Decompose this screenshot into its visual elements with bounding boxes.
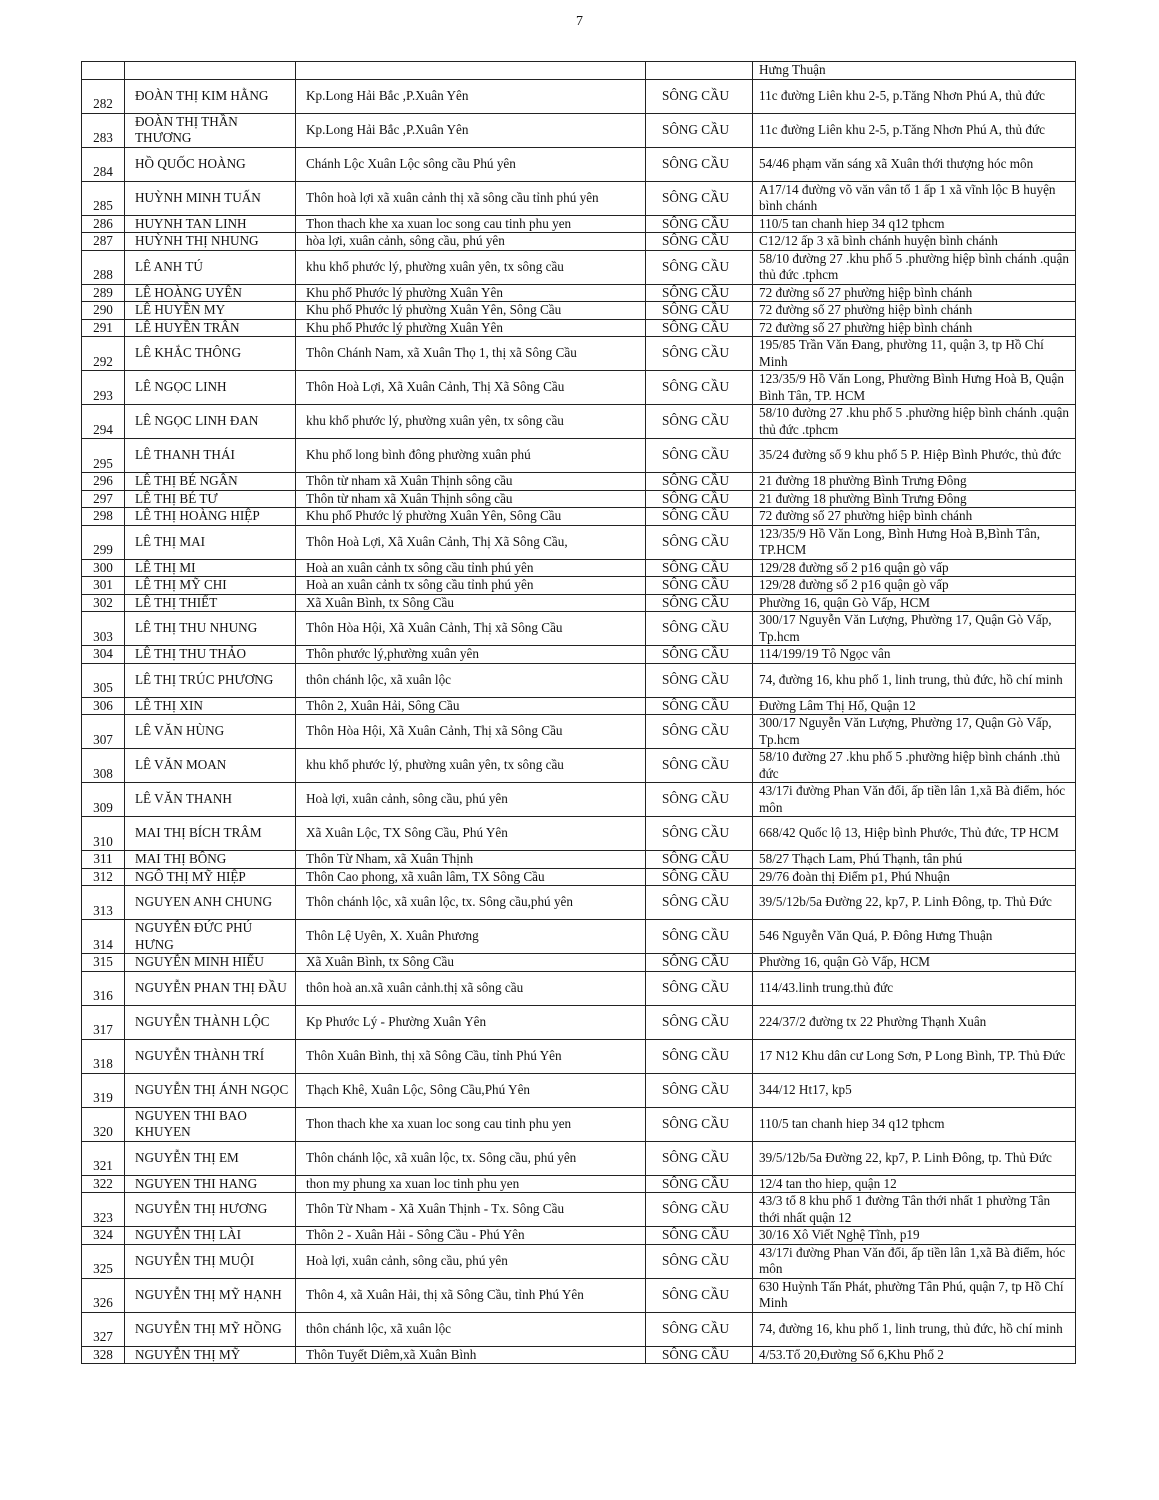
row-number: 312 <box>82 868 125 886</box>
town: SÔNG CẦU <box>646 1193 753 1227</box>
current-address: 43/17i đường Phan Văn đối, ấp tiền lân 1,xã Bà điểm, hóc môn <box>753 783 1076 817</box>
row-number: 316 <box>82 971 125 1005</box>
full-name: ĐOÀN THỊ KIM HẰNG <box>125 79 296 113</box>
hometown-address: hòa lợi, xuân cảnh, sông cầu, phú yên <box>296 233 646 251</box>
row-number: 327 <box>82 1312 125 1346</box>
page-number: 7 <box>576 14 583 29</box>
table-row <box>82 62 1076 80</box>
table-row <box>82 851 1076 869</box>
hometown-address: Thôn Hoà Lợi, Xã Xuân Cảnh, Thị Xã Sông Cầu <box>296 371 646 405</box>
hometown-address: Hoà an xuân cảnh tx sông cầu tỉnh phú yên <box>296 577 646 595</box>
table-row <box>82 559 1076 577</box>
current-address: 224/37/2 đường tx 22 Phường Thạnh Xuân <box>753 1005 1076 1039</box>
hometown-address: Thôn 2 - Xuân Hải - Sông Cầu - Phú Yên <box>296 1227 646 1245</box>
full-name: NGUYỄN THÀNH LỘC <box>125 1005 296 1039</box>
row-number: 326 <box>82 1278 125 1312</box>
row-number: 296 <box>82 473 125 491</box>
hometown-address: thôn chánh lộc, xã xuân lộc <box>296 1312 646 1346</box>
hometown-address: Thôn 4, xã Xuân Hải, thị xã Sông Cầu, tỉnh Phú Yên <box>296 1278 646 1312</box>
full-name: LÊ THANH THÁI <box>125 439 296 473</box>
table-row <box>82 697 1076 715</box>
full-name: LÊ THỊ BÉ NGÂN <box>125 473 296 491</box>
table-row <box>82 1141 1076 1175</box>
full-name: HUỲNH THỊ NHUNG <box>125 233 296 251</box>
row-number: 292 <box>82 337 125 371</box>
hometown-address: Thôn Xuân Bình, thị xã Sông Cầu, tỉnh Phú Yên <box>296 1039 646 1073</box>
current-address: C12/12 ấp 3 xã bình chánh huyện bình chánh <box>753 233 1076 251</box>
town: SÔNG CẦU <box>646 508 753 526</box>
table-row <box>82 646 1076 664</box>
row-number: 313 <box>82 886 125 920</box>
row-number: 305 <box>82 663 125 697</box>
town: SÔNG CẦU <box>646 1244 753 1278</box>
row-number: 288 <box>82 250 125 284</box>
town: SÔNG CẦU <box>646 868 753 886</box>
hometown-address: Thôn 2, Xuân Hải, Sông Cầu <box>296 697 646 715</box>
hometown-address: Xã Xuân Bình, tx Sông Cầu <box>296 594 646 612</box>
row-number: 317 <box>82 1005 125 1039</box>
hometown-address: Thôn Từ Nham, xã Xuân Thịnh <box>296 851 646 869</box>
hometown-address: Thôn Cao phong, xã xuân lâm, TX Sông Cầu <box>296 868 646 886</box>
hometown-address: Khu phố long bình đông phường xuân phú <box>296 439 646 473</box>
hometown-address: Khu phố Phước lý phường Xuân Yên, Sông Cầu <box>296 302 646 320</box>
full-name: HUỲNH MINH TUẤN <box>125 181 296 215</box>
full-name: NGUYỄN ĐỨC PHÚ HƯNG <box>125 920 296 954</box>
hometown-address: Thôn Hoà Lợi, Xã Xuân Cảnh, Thị Xã Sông Cầu, <box>296 525 646 559</box>
table-row <box>82 284 1076 302</box>
table-row <box>82 490 1076 508</box>
full-name: LÊ NGỌC LINH <box>125 371 296 405</box>
town: SÔNG CẦU <box>646 851 753 869</box>
hometown-address: Kp.Long Hải Bắc ,P.Xuân Yên <box>296 113 646 147</box>
table-row <box>82 147 1076 181</box>
row-number: 294 <box>82 405 125 439</box>
current-address: 12/4 tan tho hiep, quận 12 <box>753 1175 1076 1193</box>
hometown-address: Thôn từ nham xã Xuân Thịnh sông cầu <box>296 473 646 491</box>
table-row <box>82 612 1076 646</box>
full-name: LÊ THỊ MI <box>125 559 296 577</box>
table-row <box>82 508 1076 526</box>
town: SÔNG CẦU <box>646 749 753 783</box>
row-number: 308 <box>82 749 125 783</box>
full-name: LÊ VĂN HÙNG <box>125 715 296 749</box>
hometown-address: thon my phung xa xuan loc tinh phu yen <box>296 1175 646 1193</box>
town: SÔNG CẦU <box>646 233 753 251</box>
full-name: LÊ THỊ TRÚC PHƯƠNG <box>125 663 296 697</box>
town: SÔNG CẦU <box>646 697 753 715</box>
current-address: 30/16 Xô Viết Nghệ Tĩnh, p19 <box>753 1227 1076 1245</box>
full-name: LÊ NGỌC LINH ĐAN <box>125 405 296 439</box>
table-row <box>82 1073 1076 1107</box>
row-number: 322 <box>82 1175 125 1193</box>
town: SÔNG CẦU <box>646 405 753 439</box>
town: SÔNG CẦU <box>646 302 753 320</box>
full-name: NGUYỄN THỊ ÁNH NGỌC <box>125 1073 296 1107</box>
full-name: NGUYEN THI HANG <box>125 1175 296 1193</box>
table-row <box>82 113 1076 147</box>
row-number: 307 <box>82 715 125 749</box>
current-address: 11c đường Liên khu 2-5, p.Tăng Nhơn Phú A, thủ đức <box>753 79 1076 113</box>
row-number: 283 <box>82 113 125 147</box>
row-number: 325 <box>82 1244 125 1278</box>
town <box>646 62 753 80</box>
row-number: 318 <box>82 1039 125 1073</box>
full-name: LÊ VĂN THANH <box>125 783 296 817</box>
full-name: NGUYỄN THỊ HƯƠNG <box>125 1193 296 1227</box>
current-address: 11c đường Liên khu 2-5, p.Tăng Nhơn Phú A, thủ đức <box>753 113 1076 147</box>
hometown-address: Thôn phước lý,phường xuân yên <box>296 646 646 664</box>
town: SÔNG CẦU <box>646 783 753 817</box>
table-row <box>82 1175 1076 1193</box>
town: SÔNG CẦU <box>646 473 753 491</box>
table-row <box>82 250 1076 284</box>
current-address: 123/35/9 Hồ Văn Long, Phường Bình Hưng Hoà B, Quận Bình Tân, TP. HCM <box>753 371 1076 405</box>
current-address: Đường Lâm Thị Hố, Quận 12 <box>753 697 1076 715</box>
full-name: NGUYEN ANH CHUNG <box>125 886 296 920</box>
hometown-address: thôn chánh lộc, xã xuân lộc <box>296 663 646 697</box>
current-address: 58/10 đường 27 .khu phố 5 .phường hiệp bình chánh .quận thủ đức .tphcm <box>753 405 1076 439</box>
hometown-address: Hoà lợi, xuân cảnh, sông cầu, phú yên <box>296 1244 646 1278</box>
hometown-address: Thôn Tuyết Diêm,xã Xuân Bình <box>296 1346 646 1364</box>
current-address: 72 đường số 27 phường hiệp bình chánh <box>753 508 1076 526</box>
table-row <box>82 302 1076 320</box>
row-number: 293 <box>82 371 125 405</box>
table-row <box>82 1005 1076 1039</box>
town: SÔNG CẦU <box>646 147 753 181</box>
row-number: 300 <box>82 559 125 577</box>
town: SÔNG CẦU <box>646 1073 753 1107</box>
table-row <box>82 886 1076 920</box>
town: SÔNG CẦU <box>646 817 753 851</box>
row-number: 309 <box>82 783 125 817</box>
row-number: 304 <box>82 646 125 664</box>
town: SÔNG CẦU <box>646 284 753 302</box>
current-address: Phường 16, quận Gò Vấp, HCM <box>753 594 1076 612</box>
table-row <box>82 715 1076 749</box>
current-address: 58/10 đường 27 .khu phố 5 .phường hiệp bình chánh .quận thủ đức .tphcm <box>753 250 1076 284</box>
hometown-address: Thon thach khe xa xuan loc song cau tinh phu yen <box>296 1107 646 1141</box>
current-address: 114/199/19 Tô Ngọc vân <box>753 646 1076 664</box>
hometown-address: khu khổ phước lý, phường xuân yên, tx sông cầu <box>296 749 646 783</box>
town: SÔNG CẦU <box>646 663 753 697</box>
full-name: LÊ VĂN MOAN <box>125 749 296 783</box>
table-row <box>82 817 1076 851</box>
table-row <box>82 79 1076 113</box>
current-address: 58/10 đường 27 .khu phố 5 .phường hiệp bình chánh .thủ đức <box>753 749 1076 783</box>
table-row <box>82 1312 1076 1346</box>
full-name: NGUYỄN THỊ MUỘI <box>125 1244 296 1278</box>
current-address: 74, đường 16, khu phố 1, linh trung, thủ đức, hồ chí minh <box>753 663 1076 697</box>
table-row <box>82 1039 1076 1073</box>
table-body <box>82 62 1076 1364</box>
hometown-address <box>296 62 646 80</box>
current-address: 72 đường số 27 phường hiệp bình chánh <box>753 284 1076 302</box>
row-number: 301 <box>82 577 125 595</box>
town: SÔNG CẦU <box>646 525 753 559</box>
full-name: HỒ QUỐC HOÀNG <box>125 147 296 181</box>
row-number: 321 <box>82 1141 125 1175</box>
town: SÔNG CẦU <box>646 337 753 371</box>
full-name: LÊ THỊ THU THẢO <box>125 646 296 664</box>
full-name: NGUYỄN MINH HIẾU <box>125 954 296 972</box>
table-row <box>82 1193 1076 1227</box>
row-number: 303 <box>82 612 125 646</box>
current-address: 54/46 phạm văn sáng xã Xuân thới thượng hóc môn <box>753 147 1076 181</box>
town: SÔNG CẦU <box>646 490 753 508</box>
hometown-address: khu khổ phước lý, phường xuân yên, tx sông cầu <box>296 405 646 439</box>
full-name: NGUYỄN THỊ MỸ HẠNH <box>125 1278 296 1312</box>
full-name: LÊ THỊ MAI <box>125 525 296 559</box>
current-address: 4/53.Tổ 20,Đường Số 6,Khu Phố 2 <box>753 1346 1076 1364</box>
hometown-address: Kp.Long Hải Bắc ,P.Xuân Yên <box>296 79 646 113</box>
full-name: LÊ THỊ XIN <box>125 697 296 715</box>
current-address: 35/24 đường số 9 khu phố 5 P. Hiệp Bình Phước, thủ đức <box>753 439 1076 473</box>
current-address: 630 Huỳnh Tấn Phát, phường Tân Phú, quận 7, tp Hồ Chí Minh <box>753 1278 1076 1312</box>
table-row <box>82 783 1076 817</box>
hometown-address: Thôn hoà lợi xã xuân cảnh thị xã sông cầu tỉnh phú yên <box>296 181 646 215</box>
town: SÔNG CẦU <box>646 920 753 954</box>
town: SÔNG CẦU <box>646 319 753 337</box>
full-name <box>125 62 296 80</box>
full-name: LÊ THỊ BÉ TƯ <box>125 490 296 508</box>
resident-table <box>81 61 1076 1364</box>
hometown-address: Thôn chánh lộc, xã xuân lộc, tx. Sông cầu,phú yên <box>296 886 646 920</box>
current-address: 300/17 Nguyễn Văn Lượng, Phường 17, Quận Gò Vấp, Tp.hcm <box>753 715 1076 749</box>
row-number: 297 <box>82 490 125 508</box>
town: SÔNG CẦU <box>646 1175 753 1193</box>
row-number: 319 <box>82 1073 125 1107</box>
row-number: 287 <box>82 233 125 251</box>
table-row <box>82 319 1076 337</box>
town: SÔNG CẦU <box>646 594 753 612</box>
row-number: 310 <box>82 817 125 851</box>
row-number: 320 <box>82 1107 125 1141</box>
full-name: LÊ KHẮC THÔNG <box>125 337 296 371</box>
town: SÔNG CẦU <box>646 886 753 920</box>
current-address: 58/27 Thạch Lam, Phú Thạnh, tân phú <box>753 851 1076 869</box>
full-name: LÊ THỊ MỸ CHI <box>125 577 296 595</box>
current-address: 195/85 Trần Văn Đang, phường 11, quận 3, tp Hồ Chí Minh <box>753 337 1076 371</box>
table-row <box>82 954 1076 972</box>
current-address: 39/5/12b/5a Đường 22, kp7, P. Linh Đông, tp. Thủ Đức <box>753 886 1076 920</box>
town: SÔNG CẦU <box>646 215 753 233</box>
table-row <box>82 1244 1076 1278</box>
current-address: 21 đường 18 phường Bình Trưng Đông <box>753 473 1076 491</box>
current-address: 123/35/9 Hồ Văn Long, Bình Hưng Hoà B,Bình Tân, TP.HCM <box>753 525 1076 559</box>
row-number: 328 <box>82 1346 125 1364</box>
town: SÔNG CẦU <box>646 1312 753 1346</box>
hometown-address: Khu phố Phước lý phường Xuân Yên <box>296 319 646 337</box>
table-row <box>82 439 1076 473</box>
row-number: 286 <box>82 215 125 233</box>
current-address: 43/3 tổ 8 khu phố 1 đường Tân thới nhất 1 phường Tân thới nhất quận 12 <box>753 1193 1076 1227</box>
hometown-address: Xã Xuân Lộc, TX Sông Cầu, Phú Yên <box>296 817 646 851</box>
hometown-address: khu khổ phước lý, phường xuân yên, tx sông cầu <box>296 250 646 284</box>
current-address: 300/17 Nguyễn Văn Lượng, Phường 17, Quận Gò Vấp, Tp.hcm <box>753 612 1076 646</box>
table-row <box>82 594 1076 612</box>
current-address: 344/12 Ht17, kp5 <box>753 1073 1076 1107</box>
town: SÔNG CẦU <box>646 1278 753 1312</box>
table-row <box>82 337 1076 371</box>
row-number: 306 <box>82 697 125 715</box>
hometown-address: Thạch Khê, Xuân Lộc, Sông Cầu,Phú Yên <box>296 1073 646 1107</box>
row-number: 285 <box>82 181 125 215</box>
town: SÔNG CẦU <box>646 559 753 577</box>
full-name: LÊ THỊ HOÀNG HIỆP <box>125 508 296 526</box>
hometown-address: Thôn Từ Nham - Xã Xuân Thịnh - Tx. Sông Cầu <box>296 1193 646 1227</box>
full-name: NGUYỄN THÀNH TRÍ <box>125 1039 296 1073</box>
row-number <box>82 62 125 80</box>
town: SÔNG CẦU <box>646 1005 753 1039</box>
current-address: 17 N12 Khu dân cư Long Sơn, P Long Bình, TP. Thủ Đức <box>753 1039 1076 1073</box>
hometown-address: Thôn từ nham xã Xuân Thịnh sông cầu <box>296 490 646 508</box>
hometown-address: Thôn Lệ Uyên, X. Xuân Phương <box>296 920 646 954</box>
current-address: 546 Nguyễn Văn Quá, P. Đông Hưng Thuận <box>753 920 1076 954</box>
hometown-address: thôn hoà an.xã xuân cảnh.thị xã sông cầu <box>296 971 646 1005</box>
row-number: 314 <box>82 920 125 954</box>
table-row <box>82 371 1076 405</box>
row-number: 315 <box>82 954 125 972</box>
town: SÔNG CẦU <box>646 250 753 284</box>
table-row <box>82 1346 1076 1364</box>
town: SÔNG CẦU <box>646 1141 753 1175</box>
full-name: NGÔ THỊ MỸ HIỆP <box>125 868 296 886</box>
table-row <box>82 663 1076 697</box>
row-number: 282 <box>82 79 125 113</box>
table-row <box>82 920 1076 954</box>
full-name: NGUYỄN THỊ LÀI <box>125 1227 296 1245</box>
row-number: 291 <box>82 319 125 337</box>
full-name: LÊ HUYỀN TRÂN <box>125 319 296 337</box>
town: SÔNG CẦU <box>646 439 753 473</box>
hometown-address: Hoà an xuân cảnh tx sông cầu tỉnh phú yên <box>296 559 646 577</box>
town: SÔNG CẦU <box>646 181 753 215</box>
hometown-address: Khu phố Phước lý phường Xuân Yên, Sông Cầu <box>296 508 646 526</box>
full-name: LÊ ANH TÚ <box>125 250 296 284</box>
current-address: 39/5/12b/5a Đường 22, kp7, P. Linh Đông, tp. Thủ Đức <box>753 1141 1076 1175</box>
current-address: 114/43.linh trung.thủ đức <box>753 971 1076 1005</box>
table-row <box>82 525 1076 559</box>
town: SÔNG CẦU <box>646 1107 753 1141</box>
row-number: 290 <box>82 302 125 320</box>
current-address: 110/5 tan chanh hiep 34 q12 tphcm <box>753 215 1076 233</box>
table-row <box>82 749 1076 783</box>
current-address: 43/17i đường Phan Văn đối, ấp tiền lân 1,xã Bà điểm, hóc môn <box>753 1244 1076 1278</box>
table-row <box>82 181 1076 215</box>
full-name: LÊ HUYỀN MY <box>125 302 296 320</box>
hometown-address: Xã Xuân Bình, tx Sông Cầu <box>296 954 646 972</box>
table-row <box>82 868 1076 886</box>
hometown-address: Thôn Hòa Hội, Xã Xuân Cảnh, Thị xã Sông Cầu <box>296 715 646 749</box>
table-row <box>82 1107 1076 1141</box>
current-address: 72 đường số 27 phường hiệp bình chánh <box>753 319 1076 337</box>
full-name: NGUYỄN THỊ EM <box>125 1141 296 1175</box>
row-number: 289 <box>82 284 125 302</box>
full-name: LÊ THỊ THU NHUNG <box>125 612 296 646</box>
town: SÔNG CẦU <box>646 371 753 405</box>
row-number: 311 <box>82 851 125 869</box>
table-row <box>82 1227 1076 1245</box>
table-row <box>82 577 1076 595</box>
hometown-address: Hoà lợi, xuân cảnh, sông cầu, phú yên <box>296 783 646 817</box>
current-address: 29/76 đoàn thị Điểm p1, Phú Nhuận <box>753 868 1076 886</box>
table-row <box>82 233 1076 251</box>
full-name: NGUYỄN THỊ MỸ HỒNG <box>125 1312 296 1346</box>
town: SÔNG CẦU <box>646 79 753 113</box>
town: SÔNG CẦU <box>646 971 753 1005</box>
town: SÔNG CẦU <box>646 1227 753 1245</box>
town: SÔNG CẦU <box>646 612 753 646</box>
table-row <box>82 971 1076 1005</box>
full-name: HUYNH TAN LINH <box>125 215 296 233</box>
current-address: 129/28 đường số 2 p16 quận gò vấp <box>753 577 1076 595</box>
full-name: LÊ HOÀNG UYÊN <box>125 284 296 302</box>
full-name: NGUYEN THI BAO KHUYEN <box>125 1107 296 1141</box>
town: SÔNG CẦU <box>646 577 753 595</box>
table-row <box>82 215 1076 233</box>
hometown-address: Thôn Chánh Nam, xã Xuân Thọ 1, thị xã Sông Cầu <box>296 337 646 371</box>
full-name: MAI THỊ BÔNG <box>125 851 296 869</box>
hometown-address: Kp Phước Lý - Phường Xuân Yên <box>296 1005 646 1039</box>
full-name: NGUYỄN PHAN THỊ ĐẦU <box>125 971 296 1005</box>
full-name: LÊ THỊ THIẾT <box>125 594 296 612</box>
full-name: MAI THỊ BÍCH TRÂM <box>125 817 296 851</box>
town: SÔNG CẦU <box>646 954 753 972</box>
current-address: 72 đường số 27 phường hiệp bình chánh <box>753 302 1076 320</box>
town: SÔNG CẦU <box>646 646 753 664</box>
town: SÔNG CẦU <box>646 1039 753 1073</box>
table-row <box>82 1278 1076 1312</box>
hometown-address: Thon thach khe xa xuan loc song cau tinh phu yen <box>296 215 646 233</box>
row-number: 302 <box>82 594 125 612</box>
full-name: ĐOÀN THỊ THẦN THƯƠNG <box>125 113 296 147</box>
row-number: 284 <box>82 147 125 181</box>
current-address: A17/14 đường võ văn vân tổ 1 ấp 1 xã vĩnh lộc B huyện bình chánh <box>753 181 1076 215</box>
town: SÔNG CẦU <box>646 113 753 147</box>
town: SÔNG CẦU <box>646 1346 753 1364</box>
current-address: 21 đường 18 phường Bình Trưng Đông <box>753 490 1076 508</box>
current-address: Hưng Thuận <box>753 62 1076 80</box>
table-row <box>82 405 1076 439</box>
hometown-address: Thôn Hòa Hội, Xã Xuân Cảnh, Thị xã Sông Cầu <box>296 612 646 646</box>
hometown-address: Thôn chánh lộc, xã xuân lộc, tx. Sông cầu, phú yên <box>296 1141 646 1175</box>
hometown-address: Khu phố Phước lý phường Xuân Yên <box>296 284 646 302</box>
row-number: 323 <box>82 1193 125 1227</box>
table-row <box>82 473 1076 491</box>
current-address: 74, đường 16, khu phố 1, linh trung, thủ đức, hồ chí minh <box>753 1312 1076 1346</box>
current-address: 668/42 Quốc lộ 13, Hiệp bình Phước, Thủ đức, TP HCM <box>753 817 1076 851</box>
row-number: 295 <box>82 439 125 473</box>
current-address: 129/28 đường số 2 p16 quận gò vấp <box>753 559 1076 577</box>
row-number: 299 <box>82 525 125 559</box>
current-address: 110/5 tan chanh hiep 34 q12 tphcm <box>753 1107 1076 1141</box>
town: SÔNG CẦU <box>646 715 753 749</box>
row-number: 298 <box>82 508 125 526</box>
row-number: 324 <box>82 1227 125 1245</box>
hometown-address: Chánh Lộc Xuân Lộc sông cầu Phú yên <box>296 147 646 181</box>
full-name: NGUYỄN THỊ MỸ <box>125 1346 296 1364</box>
current-address: Phường 16, quận Gò Vấp, HCM <box>753 954 1076 972</box>
